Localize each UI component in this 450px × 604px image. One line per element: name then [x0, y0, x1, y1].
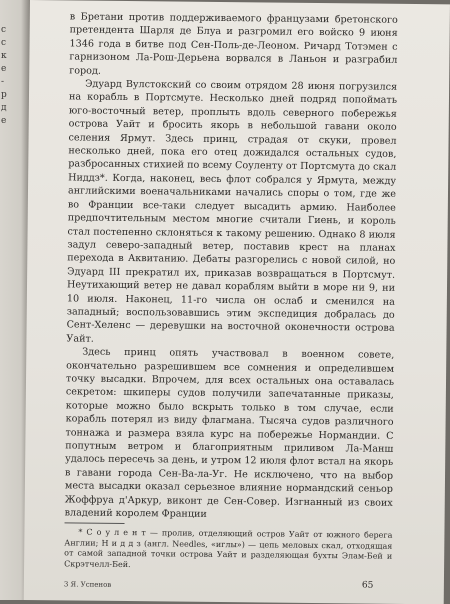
- footnote-divider: [65, 522, 125, 524]
- signature-mark: 3 Я. Успенов: [63, 580, 112, 589]
- paragraph: в Бретани против поддерживаемого французами бретонского претендента Шарля де Блуа и разгромил его войско 9 июня 1346 года в битве под Сен-Поль-де-Леоном. Ричард Тотэмен с гарнизоном Ла-Рош-Дерьена ворвался в Ланьон и разграбил город.: [69, 11, 398, 77]
- footnote-text: * С о у л е н т — пролив, отделяющий остров Уайт от южного берега Англии; Н и д д з (англ. Needles, «иглы») — цепь меловых скал, отходящая от самой западной точки острова Уайт и разделяющая бухты Элам-Бей и Скрэтчелл-Бей.: [64, 527, 393, 569]
- left-page-fragment: с: [1, 25, 7, 35]
- footnote: [64, 527, 392, 573]
- page-number: 65: [361, 580, 374, 591]
- left-page-fragment: р: [1, 90, 7, 100]
- body-text: [65, 10, 398, 523]
- paragraph: Эдуард Вулстокский со своим отрядом 28 июня погрузился на корабль в Портсмуте. Несколько дней подряд попоймать юго-восточный ветер, проплыть вдоль северного побережья острова Уайт и бросить якорь в небольшой гавани около селения Ярмут. Здесь принц, страдая от скуки, провел несколько дней, пока его отец дожидался остальных судов, разбросанных стихией по всему Соуленту от Портсмута до скал Ниддз*. Когда, наконец, весь флот собрался у Ярмута, между английскими военачальниками начались споры о том, где же во Франции все-таки следует высадить армию. Наиболее предпочтительным местом многие считали Гиень, и король стал постепенно склоняться к такому решению. Однако 8 июля задул северо-западный ветер, поставив крест на планах перехода в Аквитанию. Дебаты разгорелись с новой силой, но Эдуард III прекратил их, приказав возвращаться в Портсмут. Неутихающий ветер не давал кораблям выйти в море ни 9, ни 10 июля. Наконец, 11-го числа он ослаб и сменился на западный; воспользовавшись этим экспедиция добралась до Сент-Хеленс — деревушки на восточной оконечности острова Уайт.: [66, 78, 398, 345]
- left-page-fragment: д: [1, 103, 7, 113]
- left-page-fragment: с: [1, 38, 7, 48]
- paragraph: Здесь принц опять участвовал в военном совете, окончательно разрешившем все сомнения и определившем точку высадки. Впрочем, для всех остальных она оставалась секретом: шкиперы судов получили запечатанные приказы, которые можно было вскрыть только в том случае, если корабль потерял из виду флагмана. Тысяча судов различного тоннажа и размера взяла курс на побережье Нормандии. С попутным ветром и благоприятным приливом Ла-Манш удалось пересечь за день, и утром 12 июля флот встал на якорь в гавани города Сен-Ва-ла-Уг. Не исключено, что на выбор места высадки оказал серьезное влияние нормандский сеньор Жоффруа д'Аркур, виконт де Сен-Совер. Изгнанный из своих владений королем Франции: [64, 346, 395, 520]
- left-page-fragment: -: [1, 77, 5, 87]
- left-page-fragment: к: [1, 51, 7, 61]
- left-page-fragment: е: [1, 64, 7, 74]
- book-page: [24, 0, 450, 604]
- left-page-fragment: е: [1, 116, 7, 126]
